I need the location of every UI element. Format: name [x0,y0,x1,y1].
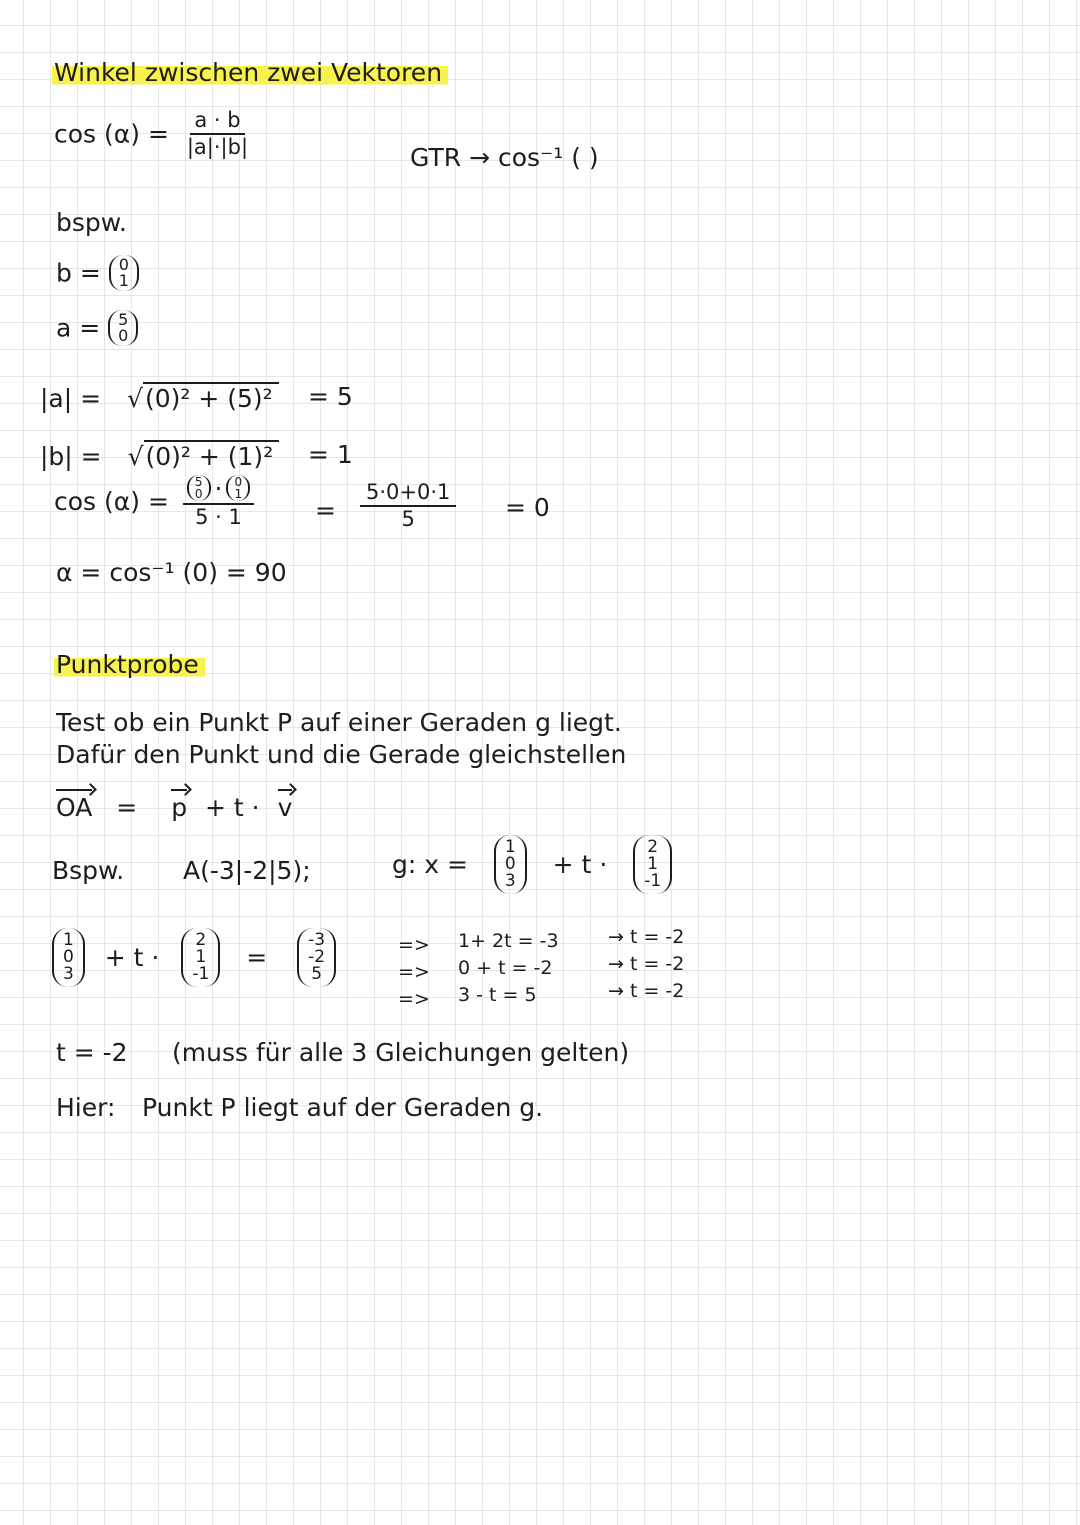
cos-lhs: cos (α) = [54,487,169,516]
point-test-line-1: Test ob ein Punkt P auf einer Geraden g liegt. [56,708,622,737]
vector-b-small: 0 1 [226,475,250,501]
cos-calculation [54,475,254,528]
norm-a-line: |a| = √(0)² + (5)² [40,382,279,411]
direction-vector: 2 1 -1 [633,835,672,894]
component-equations [458,928,559,1009]
conclusion-text: Punkt P liegt auf der Geraden g. [142,1093,544,1122]
validity-note: (muss für alle 3 Gleichungen gelten) [172,1038,630,1067]
cos-numerator-numbers: 5·0+0·1 [360,482,456,507]
vector-a-definition [56,310,138,346]
vector-b-column [109,255,139,291]
norm-b-result: = 1 [308,440,353,469]
line-g-equation [392,835,672,894]
norm-b-line: |b| = √(0)² + (1)² [40,440,279,469]
vector-b-definition [56,255,139,291]
plus-t-label: + t · [552,850,608,879]
section-heading-angle: Winkel zwischen zwei Vektoren [52,60,448,85]
example-label-2: Bspw. [52,856,125,885]
point-a-coordinates: A(-3|-2|5); [183,856,311,885]
cos-numerator-vectors: 5 0 · 0 1 [183,475,254,505]
support-vector-2: 1 0 3 [52,928,85,987]
cos-fraction-vectors [183,475,254,528]
line-equation-general: OA = p + t · v [56,793,293,822]
formula-denominator: |a|·|b| [186,135,249,159]
cos-denominator-numbers: 5 [401,507,415,531]
alpha-result: α = cos⁻¹ (0) = 90 [56,558,287,587]
angle-formula [54,110,252,158]
equation-row: 0 + t = -2 [458,957,553,979]
solution-row: → t = -2 [608,953,685,975]
vector-b-label: b = [56,258,101,288]
example-label: bspw. [56,208,127,237]
vector-oa: OA [56,793,93,822]
norm-a-result: = 5 [308,382,353,411]
cos-denominator: 5 · 1 [195,505,242,529]
point-test-line-2: Dafür den Punkt und die Gerade gleichstellen [56,740,627,769]
component-solutions [608,924,684,1005]
formula-fraction [183,110,252,158]
vector-a-label: a = [56,313,101,343]
line-g-label: g: x = [392,850,468,879]
plus-t-label-2: + t · [104,943,160,972]
vector-a-component: 0 [118,326,129,345]
solution-row: → t = -2 [608,980,685,1002]
norm-a-lhs: |a| = [40,384,102,413]
vector-equals: = [246,943,268,972]
vector-a-component: 5 [118,310,129,329]
vector-a-column [108,310,138,346]
cos-equals: = [315,496,336,525]
vector-v: v [277,793,293,822]
norm-b-lhs: |b| = [40,442,102,471]
vector-b-component: 0 [118,255,129,274]
support-vector: 1 0 3 [494,835,527,894]
cos-fraction-numbers [360,482,456,530]
cos-result: = 0 [505,493,550,522]
implies-column: => => => [398,934,430,1010]
vector-a-small: 5 0 [187,475,211,501]
vector-p: p [171,793,188,822]
formula-lhs: cos (α) = [54,119,169,149]
t-result: t = -2 [56,1038,128,1067]
equation-row: 3 - t = 5 [458,984,537,1006]
target-vector: -3 -2 5 [297,928,336,987]
norm-a-expression: (0)² + (5)² [143,382,279,411]
equation-row: 1+ 2t = -3 [458,930,559,952]
vector-b-component: 1 [118,271,129,290]
section-heading-point-test: Punktprobe [54,652,205,677]
conclusion-label: Hier: [56,1093,116,1122]
solution-row: → t = -2 [608,926,685,948]
direction-vector-2: 2 1 -1 [181,928,220,987]
gtr-note: GTR → cos⁻¹ ( ) [410,143,599,172]
formula-numerator: a · b [190,110,244,135]
norm-b-expression: (0)² + (1)² [144,440,280,469]
equation-system-vectors [52,928,336,987]
